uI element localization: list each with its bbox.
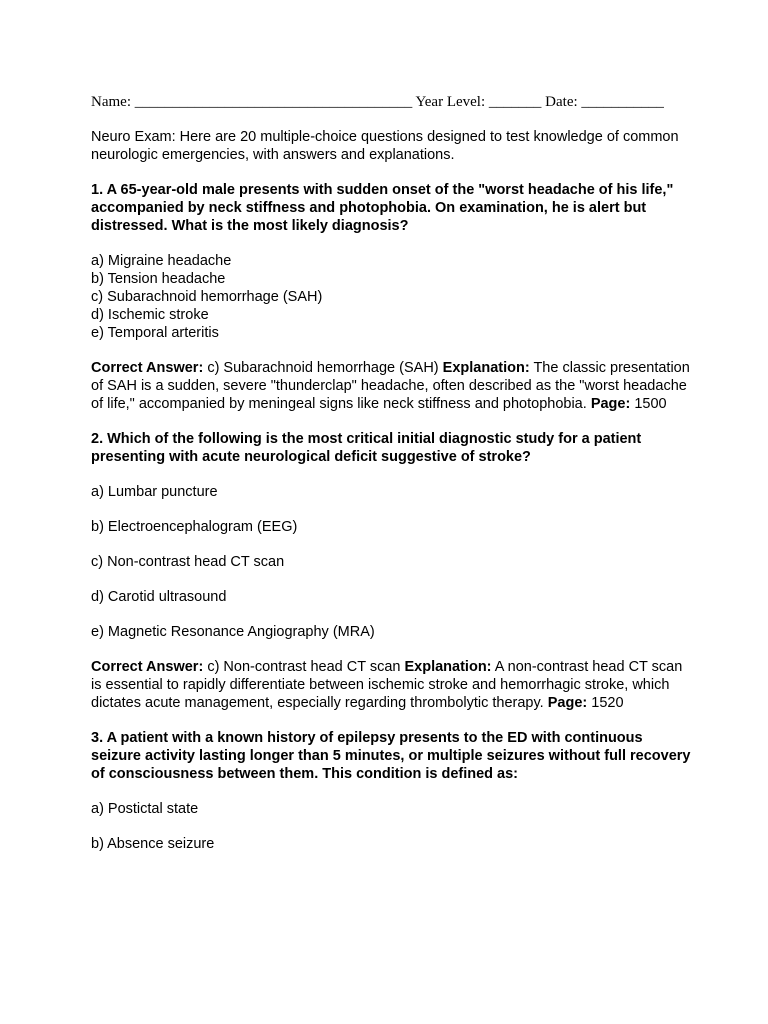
question-1-option-a: a) Migraine headache [91,253,232,269]
question-1-option-b: b) Tension headache [91,271,226,287]
name-blank: _____________________________________ [134,94,413,110]
correct-answer-label: Correct Answer: [91,659,204,675]
question-1-answer-block [91,359,691,413]
question-1-option-c: c) Subarachnoid hemorrhage (SAH) [91,289,323,305]
question-1-answer: c) Subarachnoid hemorrhage (SAH) [207,360,439,376]
explanation-label: Explanation: [404,659,492,675]
question-3: 3. A patient with a known history of epilepsy presents to the ED with continuous seizure activity lasting longer than 5 minutes, or multiple seizures without full recovery of consciousness between them. This condition is defined as: [91,730,691,782]
question-2-option-b: b) Electroencephalogram (EEG) [91,519,298,535]
question-2-page: 1520 [591,695,624,711]
exam-page [91,93,691,853]
question-1: 1. A 65-year-old male presents with sudden onset of the "worst headache of his life," accompanied by neck stiffness and photophobia. On examination, he is alert but distressed. What is the most likely diagnosis? [91,182,674,234]
question-2-option-c: c) Non-contrast head CT scan [91,554,285,570]
question-2: 2. Which of the following is the most critical initial diagnostic study for a patient presenting with acute neurological deficit suggestive of stroke? [91,431,642,465]
question-2-answer-block [91,658,691,712]
question-2-option-a: a) Lumbar puncture [91,484,218,500]
name-label: Name: [91,94,131,110]
year-level-blank: _______ [488,94,542,110]
question-1-option-d: d) Ischemic stroke [91,307,209,323]
date-blank: ___________ [581,94,664,110]
question-3-option-a: a) Postictal state [91,801,199,817]
question-1-explanation: The classic presentation of SAH is a sudden, severe "thunderclap" headache, often described as the "worst headache of life," accompanied by meningeal signs like neck stiffness and photophobia. [91,360,690,412]
question-2-answer: c) Non-contrast head CT scan [207,659,401,675]
date-label: Date: [545,94,578,110]
explanation-label: Explanation: [442,360,530,376]
question-3-option-b: b) Absence seizure [91,836,215,852]
question-2-option-e: e) Magnetic Resonance Angiography (MRA) [91,624,375,640]
exam-intro: Neuro Exam: Here are 20 multiple-choice questions designed to test knowledge of common neurologic emergencies, with answers and explanations. [91,129,679,163]
question-2-option-d: d) Carotid ultrasound [91,589,227,605]
question-1-page: 1500 [634,396,667,412]
question-2-explanation: A non-contrast head CT scan is essential to rapidly differentiate between ischemic stroke and hemorrhagic stroke, which dictates acute management, especially regarding thrombolytic therapy. [91,659,683,711]
page-label: Page: [547,695,588,711]
student-info-line [91,93,691,111]
page-label: Page: [590,396,631,412]
correct-answer-label: Correct Answer: [91,360,204,376]
year-level-label: Year Level: [415,94,486,110]
question-1-option-e: e) Temporal arteritis [91,325,219,341]
